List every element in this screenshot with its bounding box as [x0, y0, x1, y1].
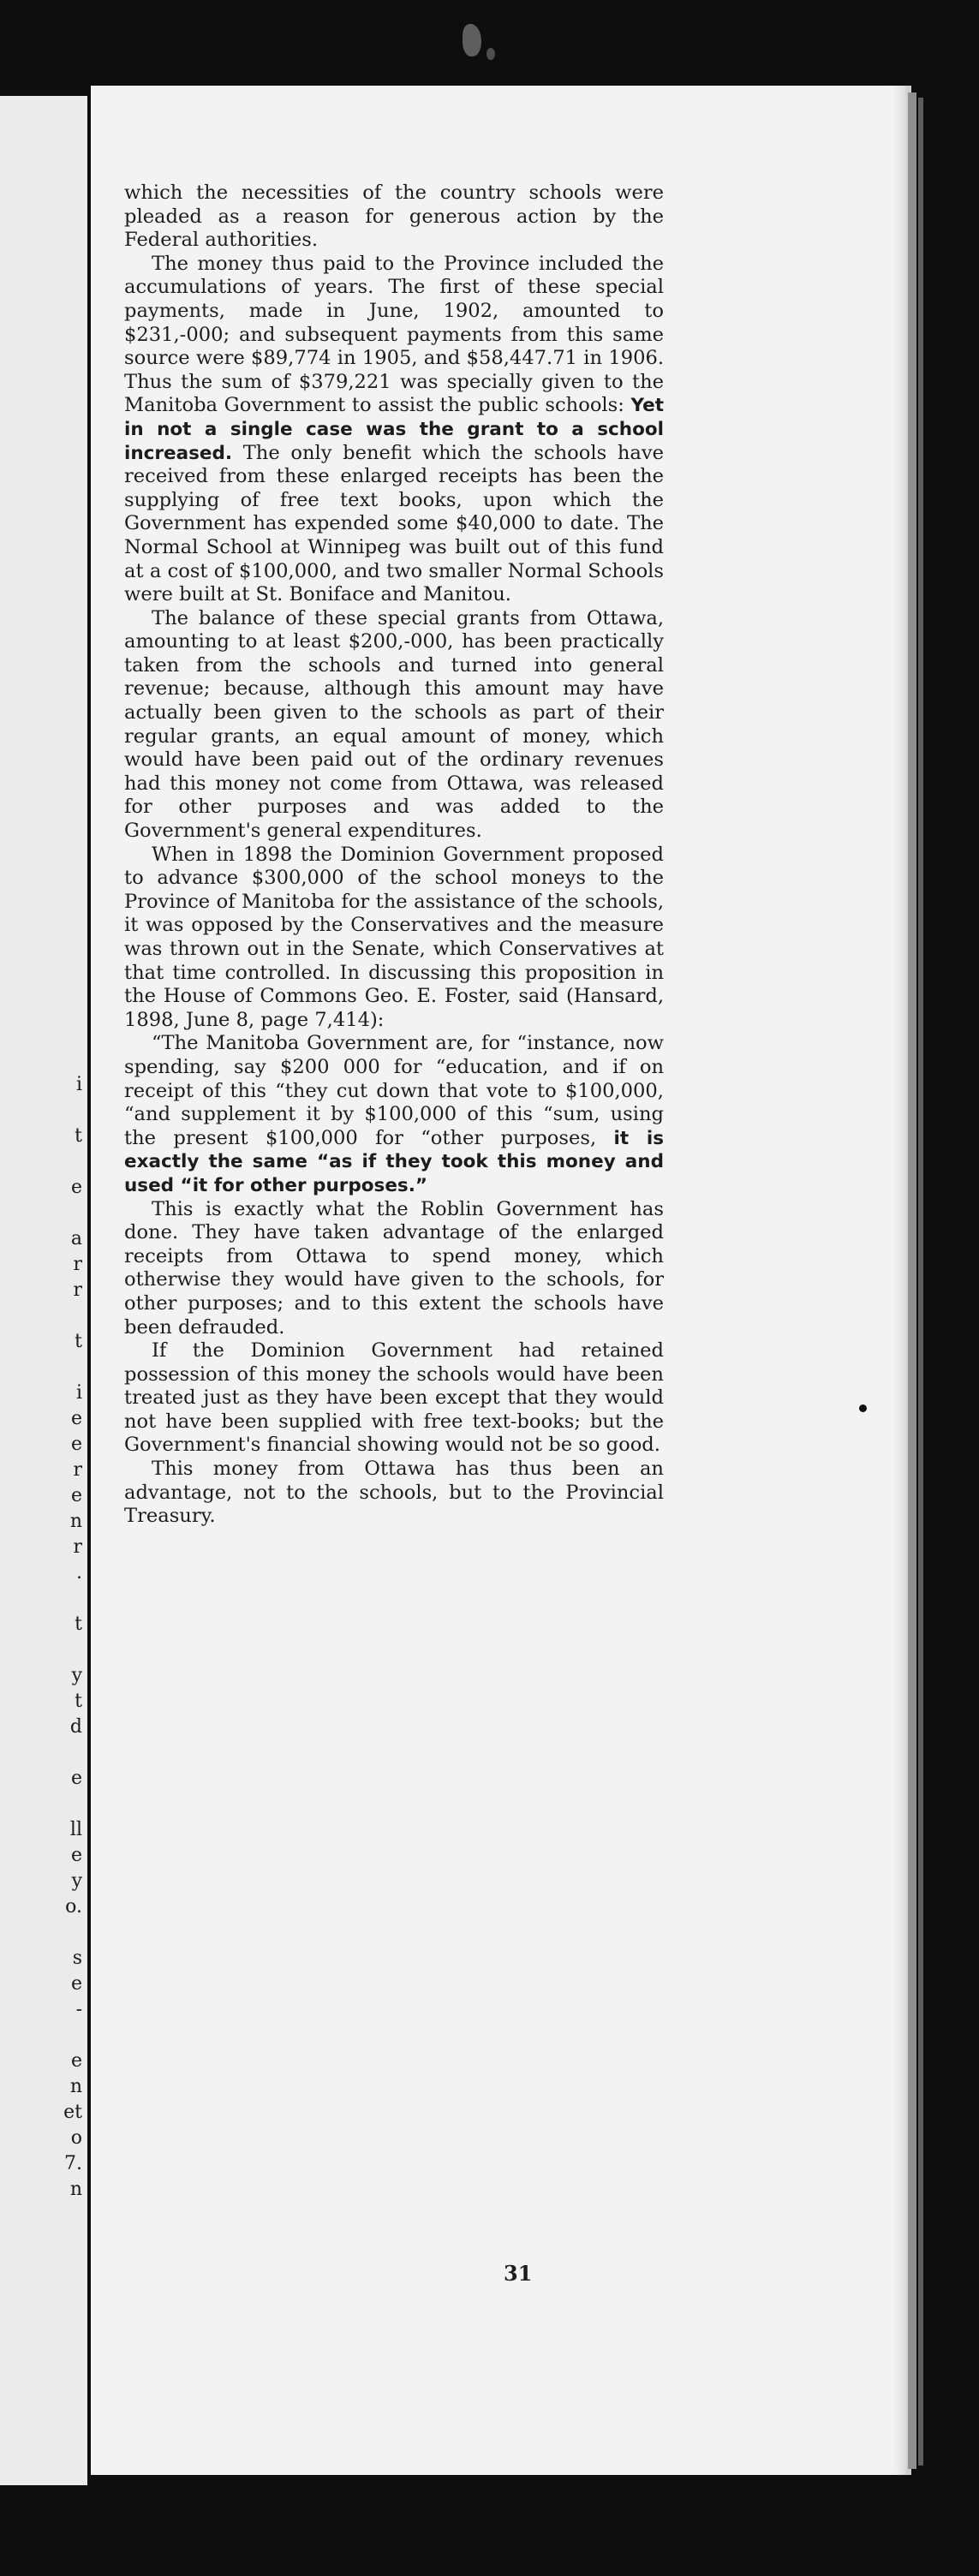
paragraph-p5 [124, 1032, 664, 1197]
cut-character: e [70, 1434, 82, 1455]
cut-character: o [70, 2127, 82, 2149]
ink-speck [859, 1404, 867, 1412]
paragraph-p4 [124, 844, 664, 1033]
paragraph-p8 [124, 1458, 664, 1529]
cut-character [62, 1792, 82, 1817]
cut-character: a [70, 1228, 82, 1249]
left-page-cut-text [62, 1072, 82, 2203]
cut-character: t [75, 1613, 82, 1635]
paragraph-text: This money from Ottawa has thus been an advantage, not to the schools, but to the Provincial Treasury. [124, 1458, 664, 1528]
cut-character [62, 1637, 82, 1663]
paragraph-text: which the necessities of the country schools were pleaded as a reason for generous action by the Federal authorities. [124, 182, 664, 252]
cut-character: r [73, 1459, 82, 1481]
dust-mark [487, 48, 495, 60]
cut-character: n [69, 2076, 82, 2097]
cut-character: et [63, 2102, 82, 2123]
cut-character: n [69, 1511, 82, 1532]
cut-character: y [71, 1870, 82, 1892]
cut-character: ll [69, 1819, 82, 1840]
cut-character [62, 1740, 82, 1766]
cut-character: r [73, 1279, 82, 1301]
cut-character [62, 1098, 82, 1124]
cut-character: e [70, 1845, 82, 1866]
body-text-column [124, 182, 664, 1529]
paragraph-text: The balance of these special grants from Ottawa, amounting to at least $200,-000, has been practically taken from the schools and turned into general revenue; because, although this amount may have actually been given to the schools as part of their regular grants, an equal amount of money, which would have been paid out of the ordinary revenues had this money not come from Ottawa, was released for other purposes and was added to the Government's general expenditures. [124, 606, 664, 843]
left-page-edge [0, 96, 87, 2485]
cut-character: e [70, 1768, 82, 1789]
cut-character: e [70, 1408, 82, 1429]
cut-character: r [73, 1254, 82, 1275]
cut-character: r [73, 1536, 82, 1558]
paragraph-text: “The Manitoba Government are, for “instance, now spending, say $200 000 for “education, and if on receipt of this “they cut down that vote to $100,000, “and supplement it by $100,000 of this “sum, using the present $100,000 for “other purposes, [124, 1032, 664, 1149]
paragraph-text: When in 1898 the Dominion Government proposed to advance $300,000 of the school moneys to the Province of Manitoba for the assistance of the schools, it was opposed by the Conservatives and the measure was thrown out in the Senate, which Conservatives at that time controlled. In discussing this proposition in the House of Commons Geo. E. Foster, said (Hansard, 1898, June 8, page 7,414): [124, 843, 664, 1031]
cut-character: e [70, 1973, 82, 1995]
dust-mark [463, 24, 481, 57]
cut-character: - [75, 1999, 82, 2020]
paragraph-text: The only benefit which the schools have received from these enlarged receipts has been the supplying of free text books, upon which the Government has expended some $40,000 to date. The Normal School at Winnipeg was built out of this fund at a cost of $100,000, and two smaller Normal Schools were built at St. Boniface and Manitou. [124, 441, 664, 606]
cut-character: i [75, 1382, 82, 1404]
cut-character [62, 1201, 82, 1226]
paragraph-text: The money thus paid to the Province included the accumulations of years. The first of these special payments, made in June, 1902, amounted to $231,-000; and subsequent payments from this same source were $89,774 in 1905, and $58,447.71 in 1906. Thus the sum of $379,221 was specially given to the Manitoba Government to assist the public schools: [124, 252, 664, 417]
cut-character [62, 1303, 82, 1329]
emphasis-text: it is exactly the same “as if they took this money and used “it for other purposes.” [124, 1127, 664, 1196]
cut-character [62, 1920, 82, 1946]
cut-character [62, 1586, 82, 1612]
cut-character: n [69, 2179, 82, 2200]
cut-character: t [75, 1331, 82, 1352]
cut-character [62, 1149, 82, 1175]
cut-character: e [70, 2050, 82, 2072]
cut-character: . [76, 1562, 82, 1583]
cut-character: i [75, 1074, 82, 1095]
cut-character [62, 2023, 82, 2048]
paragraph-p1 [124, 182, 664, 253]
page-edge-shadow [918, 98, 923, 2466]
paragraph-p6 [124, 1198, 664, 1340]
cut-character: t [75, 1125, 82, 1147]
cut-character: 7. [64, 2153, 82, 2174]
page-edge-shadow [908, 92, 916, 2469]
cut-character: o. [65, 1896, 82, 1917]
paragraph-text: This is exactly what the Roblin Government has done. They have taken advantage of the enlarged receipts from Ottawa to spend money, which otherwise they would have given to the schools, for other purposes; and to this extent the schools have been defrauded. [124, 1197, 664, 1339]
paragraph-p2 [124, 253, 664, 607]
cut-character: e [70, 1485, 82, 1506]
cut-character: d [69, 1716, 82, 1738]
paragraph-p7 [124, 1339, 664, 1458]
cut-character: e [70, 1177, 82, 1198]
emphasis-text: Yet in not a single case was the grant to a school increased. [124, 395, 664, 464]
cut-character: y [71, 1665, 82, 1686]
paragraph-p3 [124, 607, 664, 844]
cut-character [62, 1355, 82, 1380]
cut-character: t [75, 1690, 82, 1712]
cut-character: s [72, 1947, 82, 1969]
page-number: 31 [504, 2261, 533, 2286]
paragraph-text: If the Dominion Government had retained possession of this money the schools would have been treated just as they have been except that they would not have been supplied with free text-books; but the Government's financial showing would not be so good. [124, 1339, 664, 1457]
